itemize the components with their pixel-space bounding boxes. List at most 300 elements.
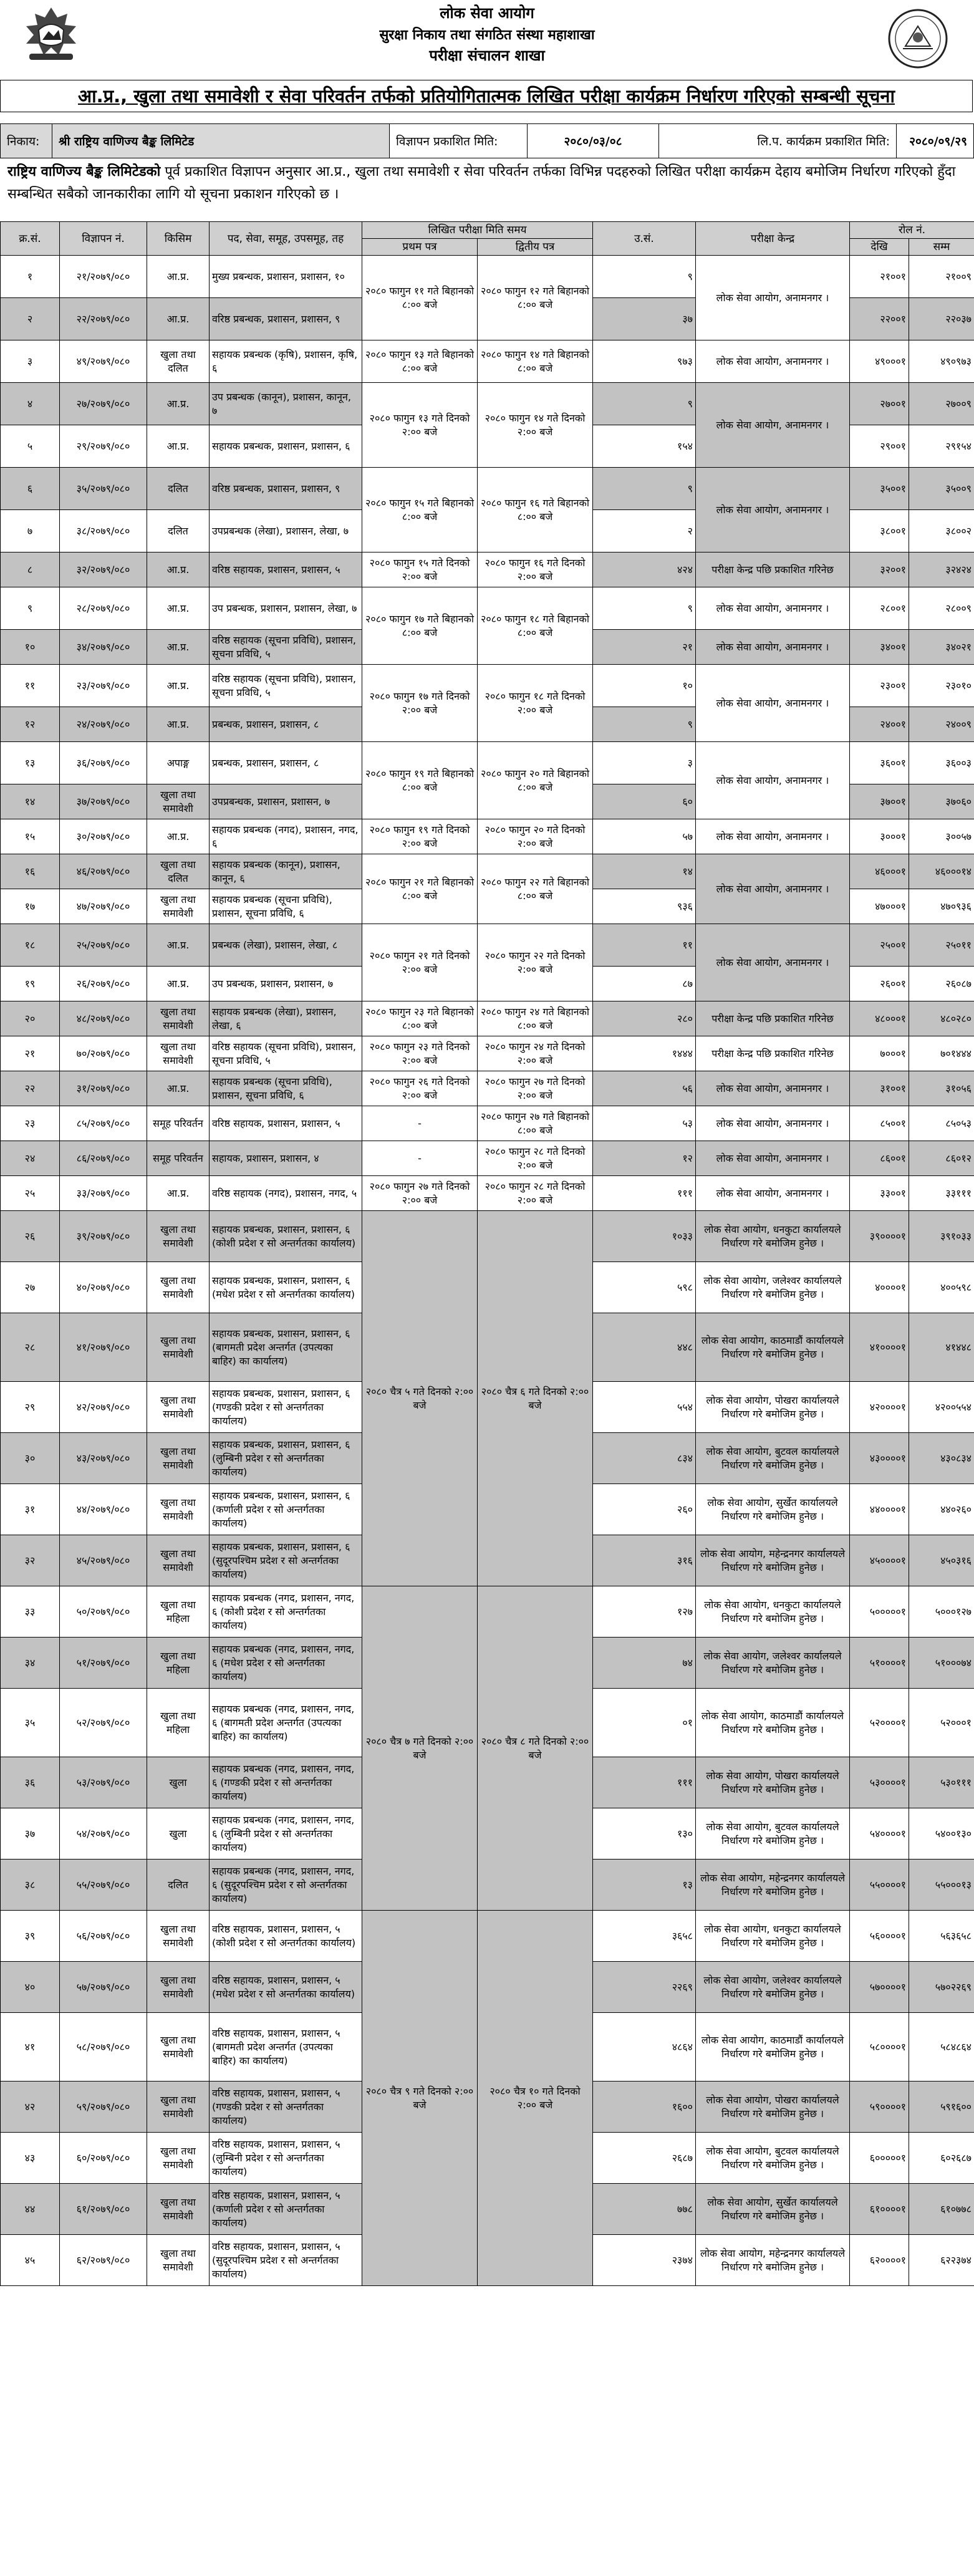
cell-count: ६० bbox=[593, 784, 696, 819]
cell-roll-from: ७०००१ bbox=[850, 1036, 909, 1071]
cell-roll-from: ३८००१ bbox=[850, 510, 909, 552]
cell-type: आ.प्र. bbox=[147, 665, 210, 707]
table-row bbox=[1, 1036, 974, 1071]
cell-sn: ६ bbox=[1, 468, 60, 510]
cell-adno: ३९/२०७९/०८० bbox=[60, 1211, 147, 1262]
header-line1: लोक सेवा आयोग bbox=[440, 4, 534, 22]
cell-center: लोक सेवा आयोग, अनामनगर । bbox=[696, 630, 850, 665]
cell-roll-to: २३०१० bbox=[909, 665, 974, 707]
cell-adno: ४८/२०७९/०८० bbox=[60, 1001, 147, 1036]
cell-count: १६०० bbox=[593, 2082, 696, 2133]
cell-adno: ३१/२०७९/०८० bbox=[60, 1071, 147, 1106]
cell-adno: ४५/२०७९/०८० bbox=[60, 1535, 147, 1586]
cell-sn: ३६ bbox=[1, 1757, 60, 1808]
cell-type: खुला तथा महिला bbox=[147, 1586, 210, 1638]
cell-type: आ.प्र. bbox=[147, 707, 210, 742]
cell-roll-from: २५००१ bbox=[850, 924, 909, 967]
cell-count: ३६५८ bbox=[593, 1911, 696, 1962]
cell-type: आ.प्र. bbox=[147, 587, 210, 630]
cell-center: लोक सेवा आयोग, अनामनगर । bbox=[696, 1176, 850, 1211]
header-line3: परीक्षा संचालन शाखा bbox=[429, 47, 545, 64]
col-type: किसिम bbox=[147, 222, 210, 256]
cell-roll-to: ५०००१२७ bbox=[909, 1586, 974, 1638]
cell-paper1-date: - bbox=[362, 1106, 478, 1141]
cell-post: उपप्रबन्धक (लेखा), प्रशासन, लेखा, ७ bbox=[210, 510, 362, 552]
table-row bbox=[1, 256, 974, 298]
cell-paper1-date: २०८० फागुन २३ गते दिनको २:०० बजे bbox=[362, 1036, 478, 1071]
notice-title: आ.प्र., खुला तथा समावेशी र सेवा परिवर्तन तर्फको प्रतियोगितात्मक लिखित परीक्षा कार्यक्रम निर्धारण गरिएको सम्बन्धी सूचना bbox=[0, 80, 973, 112]
cell-type: आ.प्र. bbox=[147, 924, 210, 967]
cell-adno: २३/२०७९/०८० bbox=[60, 665, 147, 707]
cell-adno: ८५/२०७९/०८० bbox=[60, 1106, 147, 1141]
cell-count: २६० bbox=[593, 1484, 696, 1535]
cell-center: लोक सेवा आयोग, अनामनगर । bbox=[696, 1106, 850, 1141]
cell-adno: ६१/२०७९/०८० bbox=[60, 2184, 147, 2235]
cell-sn: ३० bbox=[1, 1433, 60, 1484]
cell-roll-from: ३६००१ bbox=[850, 742, 909, 784]
cell-type: आ.प्र. bbox=[147, 819, 210, 854]
cell-type: खुला bbox=[147, 1757, 210, 1808]
cell-center: लोक सेवा आयोग, सुर्खेत कार्यालयले निर्धारण गरे बमोजिम हुनेछ । bbox=[696, 2184, 850, 2235]
cell-paper2-date: २०८० फागुन २० गते दिनको २:०० बजे bbox=[478, 819, 593, 854]
cell-post: सहायक प्रबन्धक (नगद, प्रशासन, नगद, ६ (गण्डकी प्रदेश र सो अन्तर्गतका कार्यालय) bbox=[210, 1757, 362, 1808]
table-row bbox=[1, 819, 974, 854]
cell-roll-to: ४९०९७३ bbox=[909, 340, 974, 383]
cell-roll-to: ५७०२२६९ bbox=[909, 1962, 974, 2013]
cell-roll-to: ४४०२६० bbox=[909, 1484, 974, 1535]
cell-adno: ४२/२०७९/०८० bbox=[60, 1382, 147, 1433]
cell-roll-from: ६२००००१ bbox=[850, 2235, 909, 2286]
cell-count: ८७ bbox=[593, 967, 696, 1001]
cell-post: वरिष्ठ सहायक, प्रशासन, प्रशासन, ५ (कर्णाली प्रदेश र सो अन्तर्गतका कार्यालय) bbox=[210, 2184, 362, 2235]
cell-count: ९७३ bbox=[593, 340, 696, 383]
cell-center: लोक सेवा आयोग, अनामनगर । bbox=[696, 742, 850, 819]
cell-roll-from: ५०००००१ bbox=[850, 1586, 909, 1638]
cell-type: खुला तथा समावेशी bbox=[147, 1262, 210, 1313]
cell-type: खुला तथा समावेशी bbox=[147, 784, 210, 819]
cell-roll-to: ८६०१२ bbox=[909, 1141, 974, 1176]
cell-sn: १६ bbox=[1, 854, 60, 889]
cell-center: लोक सेवा आयोग, महेन्द्रनगर कार्यालयले निर्धारण गरे बमोजिम हुनेछ । bbox=[696, 1860, 850, 1911]
cell-post: सहायक प्रबन्धक (नगद, प्रशासन, नगद, ६ (बागमती प्रदेश अन्तर्गत (उपत्यका बाहिर) का कार्यालय) bbox=[210, 1689, 362, 1757]
cell-roll-from: ४३००००१ bbox=[850, 1433, 909, 1484]
cell-sn: ४० bbox=[1, 1962, 60, 2013]
cell-count: ९३६ bbox=[593, 889, 696, 924]
cell-center: लोक सेवा आयोग, पोखरा कार्यालयले निर्धारण गरे बमोजिम हुनेछ । bbox=[696, 2082, 850, 2133]
col-exam-date: लिखित परीक्षा मिति समय bbox=[362, 222, 593, 239]
cell-adno: ४०/२०७९/०८० bbox=[60, 1262, 147, 1313]
cell-paper2-date: २०८० फागुन १८ गते दिनको २:०० बजे bbox=[478, 665, 593, 742]
cell-count: १२ bbox=[593, 1141, 696, 1176]
cell-paper2-date: २०८० फागुन २८ गते दिनको २:०० बजे bbox=[478, 1176, 593, 1211]
cell-sn: ४५ bbox=[1, 2235, 60, 2286]
table-row bbox=[1, 1586, 974, 1638]
cell-adno: ३३/२०७९/०८० bbox=[60, 1176, 147, 1211]
cell-center: लोक सेवा आयोग, जलेश्वर कार्यालयले निर्धारण गरे बमोजिम हुनेछ । bbox=[696, 1638, 850, 1689]
table-row bbox=[1, 1141, 974, 1176]
cell-post: वरिष्ठ सहायक (सूचना प्रविधि), प्रशासन, सूचना प्रविधि, ५ bbox=[210, 665, 362, 707]
cell-paper2-date: २०८० फागुन १२ गते बिहानको ८:०० बजे bbox=[478, 256, 593, 340]
cell-paper2-date: २०८० फागुन २२ गते दिनको २:०० बजे bbox=[478, 924, 593, 1001]
cell-center: लोक सेवा आयोग, अनामनगर । bbox=[696, 1071, 850, 1106]
cell-adno: २६/२०७९/०८० bbox=[60, 967, 147, 1001]
cell-adno: ५७/२०७९/०८० bbox=[60, 1962, 147, 2013]
cell-count: १११ bbox=[593, 1757, 696, 1808]
cell-paper2-date: २०८० फागुन १६ गते दिनको २:०० बजे bbox=[478, 552, 593, 587]
ad-date-value: २०८०/०३/०८ bbox=[528, 124, 659, 158]
cell-type: खुला तथा दलित bbox=[147, 854, 210, 889]
cell-post: वरिष्ठ सहायक, प्रशासन, प्रशासन, ५ bbox=[210, 1106, 362, 1141]
cell-paper2-date: २०८० फागुन २७ गते बिहानको ८:०० बजे bbox=[478, 1106, 593, 1141]
cell-roll-from: ५९००००१ bbox=[850, 2082, 909, 2133]
cell-roll-to: ३५००९ bbox=[909, 468, 974, 510]
cell-type: खुला तथा समावेशी bbox=[147, 889, 210, 924]
ad-date-label: विज्ञापन प्रकाशित मिति: bbox=[390, 124, 528, 158]
cell-sn: ४२ bbox=[1, 2082, 60, 2133]
col-center: परीक्षा केन्द्र bbox=[696, 222, 850, 256]
cell-sn: ३१ bbox=[1, 1484, 60, 1535]
cell-roll-to: ७०१४४४ bbox=[909, 1036, 974, 1071]
cell-post: उप प्रबन्धक, प्रशासन, प्रशासन, ७ bbox=[210, 967, 362, 1001]
cell-paper2-date: २०८० फागुन २२ गते बिहानको ८:०० बजे bbox=[478, 854, 593, 924]
cell-center: लोक सेवा आयोग, अनामनगर । bbox=[696, 1141, 850, 1176]
cell-sn: ३४ bbox=[1, 1638, 60, 1689]
cell-adno: २८/२०७९/०८० bbox=[60, 587, 147, 630]
cell-roll-to: २२०३७ bbox=[909, 298, 974, 340]
cell-count: ३ bbox=[593, 742, 696, 784]
cell-type: आ.प्र. bbox=[147, 1071, 210, 1106]
cell-center: लोक सेवा आयोग, धनकुटा कार्यालयले निर्धारण गरे बमोजिम हुनेछ । bbox=[696, 1586, 850, 1638]
cell-adno: २९/२०७९/०८० bbox=[60, 425, 147, 468]
org-value: श्री राष्ट्रिय वाणिज्य बैङ्क लिमिटेड bbox=[52, 124, 390, 158]
cell-type: खुला तथा समावेशी bbox=[147, 1535, 210, 1586]
cell-type: दलित bbox=[147, 510, 210, 552]
cell-adno: ३४/२०७९/०८० bbox=[60, 630, 147, 665]
cell-center: लोक सेवा आयोग, बुटवल कार्यालयले निर्धारण गरे बमोजिम हुनेछ । bbox=[696, 1808, 850, 1860]
cell-center: लोक सेवा आयोग, अनामनगर । bbox=[696, 340, 850, 383]
cell-roll-from: ४२००००१ bbox=[850, 1382, 909, 1433]
cell-roll-from: २९००१ bbox=[850, 425, 909, 468]
cell-roll-to: ३००५७ bbox=[909, 819, 974, 854]
cell-sn: २६ bbox=[1, 1211, 60, 1262]
cell-adno: ५५/२०७९/०८० bbox=[60, 1860, 147, 1911]
cell-roll-from: ६१००००१ bbox=[850, 2184, 909, 2235]
cell-roll-from: ५६००००१ bbox=[850, 1911, 909, 1962]
cell-post: सहायक प्रबन्धक (नगद), प्रशासन, नगद, ६ bbox=[210, 819, 362, 854]
header-line2: सुरक्षा निकाय तथा संगठित संस्था महाशाखा bbox=[379, 27, 595, 43]
cell-post: मुख्य प्रबन्धक, प्रशासन, प्रशासन, १० bbox=[210, 256, 362, 298]
cell-roll-from: २६००१ bbox=[850, 967, 909, 1001]
cell-post: प्रबन्धक (लेखा), प्रशासन, लेखा, ८ bbox=[210, 924, 362, 967]
cell-center: लोक सेवा आयोग, अनामनगर । bbox=[696, 665, 850, 742]
cell-post: उप प्रबन्धक (कानून), प्रशासन, कानून, ७ bbox=[210, 383, 362, 425]
cell-roll-from: २१००१ bbox=[850, 256, 909, 298]
cell-count: ४२४ bbox=[593, 552, 696, 587]
cell-type: आ.प्र. bbox=[147, 552, 210, 587]
cell-adno: २७/२०७९/०८० bbox=[60, 383, 147, 425]
cell-type: खुला तथा दलित bbox=[147, 340, 210, 383]
cell-count: १२७ bbox=[593, 1586, 696, 1638]
cell-center: लोक सेवा आयोग, पोखरा कार्यालयले निर्धारण गरे बमोजिम हुनेछ । bbox=[696, 1757, 850, 1808]
cell-type: आ.प्र. bbox=[147, 1176, 210, 1211]
info-row bbox=[0, 123, 974, 158]
cell-roll-from: ५७००००१ bbox=[850, 1962, 909, 2013]
notice-paragraph bbox=[7, 161, 968, 206]
cell-count: ५६ bbox=[593, 1071, 696, 1106]
notice-text: पूर्व प्रकाशित विज्ञापन अनुसार आ.प्र., खुला तथा समावेशी र सेवा परिवर्तन तर्फका विभिन्न पदहरुको लिखित परीक्षा कार्यक्रम देहाय बमोजिम निर्धारण गरिएको हुँदा सम्बन्धित सबैको जानकारीका लागि यो सूचना प्रकाशन गरिएको छ । bbox=[7, 164, 956, 202]
cell-sn: ४३ bbox=[1, 2133, 60, 2184]
cell-post: सहायक प्रबन्धक (नगद, प्रशासन, नगद, ६ (लुम्बिनी प्रदेश र सो अन्तर्गतका कार्यालय) bbox=[210, 1808, 362, 1860]
cell-center: लोक सेवा आयोग, बुटवल कार्यालयले निर्धारण गरे बमोजिम हुनेछ । bbox=[696, 2133, 850, 2184]
cell-roll-from: ३९००००१ bbox=[850, 1211, 909, 1262]
cell-roll-to: ५६३६५८ bbox=[909, 1911, 974, 1962]
cell-adno: ३५/२०७९/०८० bbox=[60, 468, 147, 510]
col-paper2: द्वितीय पत्र bbox=[478, 239, 593, 256]
table-row bbox=[1, 1911, 974, 1962]
cell-center: लोक सेवा आयोग, अनामनगर । bbox=[696, 854, 850, 924]
cell-roll-from: २७००१ bbox=[850, 383, 909, 425]
cell-adno: २४/२०७९/०८० bbox=[60, 707, 147, 742]
cell-paper1-date: २०८० चैत्र ९ गते दिनको २:०० बजे bbox=[362, 1911, 478, 2286]
cell-paper1-date: २०८० चैत्र ५ गते दिनको २:०० बजे bbox=[362, 1211, 478, 1586]
cell-type: खुला तथा समावेशी bbox=[147, 1001, 210, 1036]
cell-center: लोक सेवा आयोग, काठमाडौं कार्यालयले निर्धारण गरे बमोजिम हुनेछ । bbox=[696, 1313, 850, 1382]
cell-post: सहायक प्रबन्धक (नगद, प्रशासन, नगद, ६ (मधेश प्रदेश र सो अन्तर्गतका कार्यालय) bbox=[210, 1638, 362, 1689]
cell-center: लोक सेवा आयोग, जलेश्वर कार्यालयले निर्धारण गरे बमोजिम हुनेछ । bbox=[696, 1962, 850, 2013]
cell-roll-to: २१००९ bbox=[909, 256, 974, 298]
cell-count: २६८७ bbox=[593, 2133, 696, 2184]
cell-center: लोक सेवा आयोग, अनामनगर । bbox=[696, 256, 850, 340]
cell-roll-to: ४००५९८ bbox=[909, 1262, 974, 1313]
cell-paper1-date: २०८० फागुन १५ गते दिनको २:०० बजे bbox=[362, 552, 478, 587]
cell-type: आ.प्र. bbox=[147, 383, 210, 425]
cell-roll-from: २३००१ bbox=[850, 665, 909, 707]
cell-post: वरिष्ठ सहायक, प्रशासन, प्रशासन, ५ (सुदूरपश्चिम प्रदेश र सो अन्तर्गतका कार्यालय) bbox=[210, 2235, 362, 2286]
cell-roll-from: ३३००१ bbox=[850, 1176, 909, 1211]
table-row bbox=[1, 924, 974, 967]
cell-roll-from: ३७००१ bbox=[850, 784, 909, 819]
col-post: पद, सेवा, समूह, उपसमूह, तह bbox=[210, 222, 362, 256]
cell-type: समूह परिवर्तन bbox=[147, 1141, 210, 1176]
col-count: उ.सं. bbox=[593, 222, 696, 256]
cell-sn: २८ bbox=[1, 1313, 60, 1382]
table-row bbox=[1, 1106, 974, 1141]
cell-sn: ३२ bbox=[1, 1535, 60, 1586]
cell-count: ४४८ bbox=[593, 1313, 696, 1382]
cell-type: खुला तथा महिला bbox=[147, 1689, 210, 1757]
cell-type: खुला तथा समावेशी bbox=[147, 2133, 210, 2184]
cell-type: खुला bbox=[147, 1808, 210, 1860]
cell-count: ९ bbox=[593, 587, 696, 630]
cell-sn: ३९ bbox=[1, 1911, 60, 1962]
cell-paper1-date: २०८० फागुन १७ गते दिनको २:०० बजे bbox=[362, 665, 478, 742]
cell-paper1-date: २०८० फागुन २६ गते दिनको २:०० बजे bbox=[362, 1071, 478, 1106]
cell-roll-from: ४६०००१ bbox=[850, 854, 909, 889]
cell-center: लोक सेवा आयोग, पोखरा कार्यालयले निर्धारण गरे बमोजिम हुनेछ । bbox=[696, 1382, 850, 1433]
cell-post: सहायक प्रबन्धक, प्रशासन, प्रशासन, ६ (गण्डकी प्रदेश र सो अन्तर्गतका कार्यालय) bbox=[210, 1382, 362, 1433]
cell-type: खुला तथा समावेशी bbox=[147, 2082, 210, 2133]
cell-type: दलित bbox=[147, 468, 210, 510]
cell-roll-from: ४७०००१ bbox=[850, 889, 909, 924]
table-row bbox=[1, 1001, 974, 1036]
cell-adno: ५०/२०७९/०८० bbox=[60, 1586, 147, 1638]
cell-count: ५९८ bbox=[593, 1262, 696, 1313]
cell-count: ०१ bbox=[593, 1689, 696, 1757]
cell-roll-from: ४००००१ bbox=[850, 1262, 909, 1313]
cell-post: सहायक प्रबन्धक (सूचना प्रविधि), प्रशासन, सूचना प्रविधि, ६ bbox=[210, 1071, 362, 1106]
cell-roll-from: ५८००००१ bbox=[850, 2013, 909, 2082]
cell-type: खुला तथा समावेशी bbox=[147, 2184, 210, 2235]
cell-roll-to: २९१५४ bbox=[909, 425, 974, 468]
cell-center: लोक सेवा आयोग, बुटवल कार्यालयले निर्धारण गरे बमोजिम हुनेछ । bbox=[696, 1433, 850, 1484]
cell-roll-from: ५२००००१ bbox=[850, 1689, 909, 1757]
table-row bbox=[1, 665, 974, 707]
cell-type: खुला तथा समावेशी bbox=[147, 1211, 210, 1262]
cell-center: लोक सेवा आयोग, महेन्द्रनगर कार्यालयले निर्धारण गरे बमोजिम हुनेछ । bbox=[696, 1535, 850, 1586]
cell-type: अपाङ्ग bbox=[147, 742, 210, 784]
cell-post: प्रबन्धक, प्रशासन, प्रशासन, ८ bbox=[210, 742, 362, 784]
table-row bbox=[1, 1176, 974, 1211]
cell-post: वरिष्ठ सहायक (सूचना प्रविधि), प्रशासन, सूचना प्रविधि, ५ bbox=[210, 630, 362, 665]
table-row bbox=[1, 340, 974, 383]
cell-type: खुला तथा समावेशी bbox=[147, 1382, 210, 1433]
cell-sn: ३७ bbox=[1, 1808, 60, 1860]
cell-count: ८३४ bbox=[593, 1433, 696, 1484]
cell-adno: ७०/२०७९/०८० bbox=[60, 1036, 147, 1071]
cell-sn: १२ bbox=[1, 707, 60, 742]
cell-sn: ३ bbox=[1, 340, 60, 383]
cell-count: ७७८ bbox=[593, 2184, 696, 2235]
org-label: निकाय: bbox=[1, 124, 52, 158]
table-row bbox=[1, 383, 974, 425]
cell-count: २८० bbox=[593, 1001, 696, 1036]
cell-roll-from: ३५००१ bbox=[850, 468, 909, 510]
cell-center: लोक सेवा आयोग, सुर्खेत कार्यालयले निर्धारण गरे बमोजिम हुनेछ । bbox=[696, 1484, 850, 1535]
col-adno: विज्ञापन नं. bbox=[60, 222, 147, 256]
table-row bbox=[1, 1211, 974, 1262]
cell-roll-to: ५८४८६४ bbox=[909, 2013, 974, 2082]
cell-roll-from: ४१००००१ bbox=[850, 1313, 909, 1382]
cell-post: वरिष्ठ सहायक, प्रशासन, प्रशासन, ५ bbox=[210, 552, 362, 587]
cell-post: उपप्रबन्धक, प्रशासन, प्रशासन, ७ bbox=[210, 784, 362, 819]
table-row bbox=[1, 1071, 974, 1106]
cell-count: ७४ bbox=[593, 1638, 696, 1689]
cell-center: परीक्षा केन्द्र पछि प्रकाशित गरिनेछ bbox=[696, 1036, 850, 1071]
cell-roll-to: ५५०००१३ bbox=[909, 1860, 974, 1911]
cell-sn: २५ bbox=[1, 1176, 60, 1211]
cell-sn: ४१ bbox=[1, 2013, 60, 2082]
cell-paper2-date: २०८० चैत्र ६ गते दिनको २:०० बजे bbox=[478, 1211, 593, 1586]
cell-adno: ६०/२०७९/०८० bbox=[60, 2133, 147, 2184]
cell-count: १३० bbox=[593, 1808, 696, 1860]
cell-adno: २२/२०७९/०८० bbox=[60, 298, 147, 340]
cell-sn: ७ bbox=[1, 510, 60, 552]
cell-count: १११ bbox=[593, 1176, 696, 1211]
table-row bbox=[1, 742, 974, 784]
cell-post: उप प्रबन्धक, प्रशासन, प्रशासन, लेखा, ७ bbox=[210, 587, 362, 630]
cell-adno: ४७/२०७९/०८० bbox=[60, 889, 147, 924]
cell-roll-from: ८५००१ bbox=[850, 1106, 909, 1141]
cell-count: २ bbox=[593, 510, 696, 552]
cell-center: लोक सेवा आयोग, अनामनगर । bbox=[696, 924, 850, 1001]
cell-center: लोक सेवा आयोग, अनामनगर । bbox=[696, 383, 850, 468]
cell-type: दलित bbox=[147, 1860, 210, 1911]
cell-sn: ५ bbox=[1, 425, 60, 468]
cell-sn: ११ bbox=[1, 665, 60, 707]
cell-type: आ.प्र. bbox=[147, 256, 210, 298]
cell-paper1-date: २०८० फागुन १७ गते बिहानको ८:०० बजे bbox=[362, 587, 478, 665]
cell-adno: ३७/२०७९/०८० bbox=[60, 784, 147, 819]
cell-post: सहायक प्रबन्धक, प्रशासन, प्रशासन, ६ bbox=[210, 425, 362, 468]
cell-type: खुला तथा महिला bbox=[147, 1638, 210, 1689]
cell-roll-to: ३१०५६ bbox=[909, 1071, 974, 1106]
cell-sn: ८ bbox=[1, 552, 60, 587]
cell-sn: १४ bbox=[1, 784, 60, 819]
cell-count: ११ bbox=[593, 924, 696, 967]
cell-roll-to: ३३१११ bbox=[909, 1176, 974, 1211]
cell-sn: २१ bbox=[1, 1036, 60, 1071]
cell-post: वरिष्ठ सहायक, प्रशासन, प्रशासन, ५ (गण्डकी प्रदेश र सो अन्तर्गतका कार्यालय) bbox=[210, 2082, 362, 2133]
cell-post: सहायक प्रबन्धक, प्रशासन, प्रशासन, ६ (बागमती प्रदेश अन्तर्गत (उपत्यका बाहिर) का कार्यालय) bbox=[210, 1313, 362, 1382]
cell-roll-to: ३७०६० bbox=[909, 784, 974, 819]
cell-count: १५४ bbox=[593, 425, 696, 468]
cell-roll-from: ३२००१ bbox=[850, 552, 909, 587]
cell-roll-to: ५४००१३० bbox=[909, 1808, 974, 1860]
table-row bbox=[1, 854, 974, 889]
cell-post: वरिष्ठ सहायक, प्रशासन, प्रशासन, ५ (लुम्बिनी प्रदेश र सो अन्तर्गतका कार्यालय) bbox=[210, 2133, 362, 2184]
cell-paper1-date: २०८० फागुन १३ गते दिनको २:०० बजे bbox=[362, 383, 478, 468]
cell-count: ९ bbox=[593, 707, 696, 742]
cell-roll-from: ४९०००१ bbox=[850, 340, 909, 383]
cell-roll-to: २८००९ bbox=[909, 587, 974, 630]
cell-adno: ४४/२०७९/०८० bbox=[60, 1484, 147, 1535]
cell-type: आ.प्र. bbox=[147, 967, 210, 1001]
cell-center: लोक सेवा आयोग, धनकुटा कार्यालयले निर्धारण गरे बमोजिम हुनेछ । bbox=[696, 1911, 850, 1962]
cell-adno: ४१/२०७९/०८० bbox=[60, 1313, 147, 1382]
cell-type: खुला तथा समावेशी bbox=[147, 1484, 210, 1535]
cell-type: खुला तथा समावेशी bbox=[147, 1962, 210, 2013]
cell-paper1-date: २०८० फागुन १९ गते दिनको २:०० बजे bbox=[362, 819, 478, 854]
cell-post: वरिष्ठ सहायक, प्रशासन, प्रशासन, ५ (बागमती प्रदेश अन्तर्गत (उपत्यका बाहिर) का कार्यालय) bbox=[210, 2013, 362, 2082]
cell-roll-to: ३२४२४ bbox=[909, 552, 974, 587]
cell-post: सहायक प्रबन्धक (लेखा), प्रशासन, लेखा, ६ bbox=[210, 1001, 362, 1036]
cell-roll-to: ६२२३७४ bbox=[909, 2235, 974, 2286]
cell-post: सहायक प्रबन्धक (नगद, प्रशासन, नगद, ६ (कोशी प्रदेश र सो अन्तर्गतका कार्यालय) bbox=[210, 1586, 362, 1638]
cell-paper2-date: २०८० चैत्र ८ गते दिनको २:०० बजे bbox=[478, 1586, 593, 1911]
cell-paper1-date: २०८० फागुन १३ गते बिहानको ८:०० बजे bbox=[362, 340, 478, 383]
cell-post: सहायक प्रबन्धक (नगद, प्रशासन, नगद, ६ (सुदूरपश्चिम प्रदेश र सो अन्तर्गतका कार्यालय) bbox=[210, 1860, 362, 1911]
cell-count: ९ bbox=[593, 383, 696, 425]
cell-center: लोक सेवा आयोग, अनामनगर । bbox=[696, 587, 850, 630]
cell-adno: ३०/२०७९/०८० bbox=[60, 819, 147, 854]
cell-sn: २७ bbox=[1, 1262, 60, 1313]
cell-post: वरिष्ठ सहायक, प्रशासन, प्रशासन, ५ (कोशी प्रदेश र सो अन्तर्गतका कार्यालय) bbox=[210, 1911, 362, 1962]
cell-paper2-date: २०८० फागुन १८ गते बिहानको ८:०० बजे bbox=[478, 587, 593, 665]
program-date-value: २०८०/०९/२९ bbox=[897, 124, 974, 158]
cell-roll-to: ४८०२८० bbox=[909, 1001, 974, 1036]
cell-post: वरिष्ठ प्रबन्धक, प्रशासन, प्रशासन, ९ bbox=[210, 298, 362, 340]
cell-center: लोक सेवा आयोग, काठमाडौं कार्यालयले निर्धारण गरे बमोजिम हुनेछ । bbox=[696, 2013, 850, 2082]
cell-center: परीक्षा केन्द्र पछि प्रकाशित गरिनेछ bbox=[696, 1001, 850, 1036]
cell-roll-to: ३८००२ bbox=[909, 510, 974, 552]
cell-sn: १८ bbox=[1, 924, 60, 967]
cell-adno: ५६/२०७९/०८० bbox=[60, 1911, 147, 1962]
cell-count: ३७ bbox=[593, 298, 696, 340]
cell-roll-to: ४६०००१४ bbox=[909, 854, 974, 889]
cell-roll-to: ६१०७७८ bbox=[909, 2184, 974, 2235]
cell-paper1-date: २०८० फागुन २१ गते दिनको २:०० बजे bbox=[362, 924, 478, 1001]
cell-roll-from: २४००१ bbox=[850, 707, 909, 742]
